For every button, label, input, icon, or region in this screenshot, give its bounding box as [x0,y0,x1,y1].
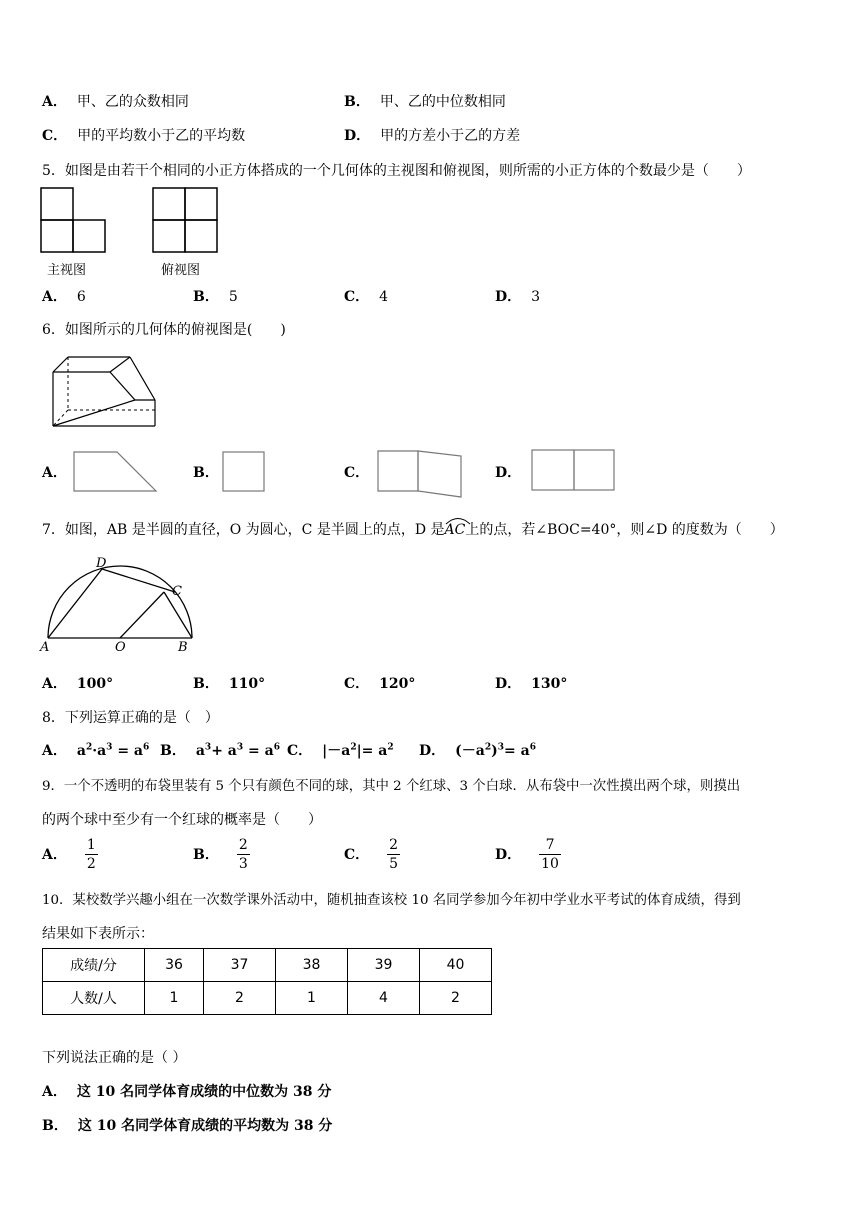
q4-option-d [344,125,520,145]
q7-option-a [42,673,113,693]
table-cell: 1 [276,982,348,1015]
q7-point-b-label: B [178,640,188,655]
q7-point-c-label: C [172,584,182,599]
q6-stem: 6．如图所示的几何体的俯视图是( ) [42,322,286,338]
q9-stem-line1: 9．一个不透明的布袋里装有 5 个只有颜色不同的球，其中 2 个红球、3 个白球．从布袋中一次性摸出两个球，则摸出 [42,779,741,794]
q4-option-c [42,125,245,145]
option-expr-pre: |－a [322,743,351,759]
option-letter: C． [344,676,370,692]
option-expr-base: a [76,743,86,759]
option-expr-exp: 6 [273,742,280,753]
option-letter: D． [495,465,522,481]
q5-top-view-figure [152,186,222,256]
q7-option-c [344,673,415,693]
q4-option-b [344,91,506,111]
option-letter: A． [42,465,67,481]
fraction-numerator: 7 [545,837,555,853]
table-row [43,982,492,1015]
option-letter: B． [160,743,186,759]
table-cell: 38 [276,949,348,982]
option-expr-exp: 3 [236,742,244,753]
option-expr-pre: (－a [455,743,485,759]
option-expr-exp: 3 [497,742,504,753]
option-expr-post: = a [504,743,530,759]
table-cell: 39 [348,949,420,982]
option-expr-exp: 2 [484,742,492,753]
fraction-denominator: 2 [86,856,96,872]
q7-point-d-label: D [96,556,107,571]
fraction [85,836,98,873]
q5-option-b [193,286,238,306]
table-cell: 2 [204,982,276,1015]
q10-question: 下列说法正确的是（ ） [42,1050,187,1066]
q10-stem-line2: 结果如下表所示： [42,926,154,942]
q9-option-b [193,836,250,873]
fraction-numerator: 2 [238,837,248,853]
q7-stem-pre: 7．如图，AB 是半圆的直径，O 为圆心，C 是半圆上的点，D 是 [42,522,445,538]
option-letter: D． [495,676,522,692]
option-text: 甲的方差小于乙的方差 [380,128,521,144]
q9-option-c [344,836,400,873]
q6-option-a-figure [72,450,160,494]
q6-option-c-figure [376,448,466,500]
option-text: 130° [531,676,568,692]
option-letter: A． [42,1084,67,1100]
q8-option-c [287,740,394,760]
option-text: 3 [531,289,541,305]
q10-option-a [42,1081,331,1101]
table-cell: 1 [145,982,204,1015]
q7-arc-text: AC [444,522,466,538]
q9-option-a [42,836,98,873]
option-expr-mid: + a [211,743,237,759]
table-row [43,949,492,982]
arc-symbol [444,515,472,525]
option-text: 6 [76,289,86,305]
q10-stem-line1: 10．某校数学兴趣小组在一次数学课外活动中，随机抽查该校 10 名同学参加今年初中学业水平考试的体育成绩，得到 [42,893,741,908]
option-expr-exp: 2 [387,742,394,753]
q5-stem: 5．如图是由若干个相同的小正方体搭成的一个几何体的主视图和俯视图，则所需的小正方体的个数最少是（ ） [42,163,751,179]
option-expr-eq: = a [248,743,274,759]
fraction-denominator: 10 [541,856,559,872]
option-letter: D． [495,289,522,305]
q10-option-b [42,1115,332,1135]
option-letter: C． [344,846,370,863]
option-letter: B． [193,676,219,692]
option-letter: D． [419,743,446,759]
option-letter: B． [344,94,370,110]
option-letter: D． [344,128,371,144]
table-cell: 36 [145,949,204,982]
q5-top-view-label: 俯视图 [161,263,201,278]
option-letter: A． [42,289,67,305]
option-letter: A． [42,846,67,863]
q5-option-d [495,286,540,306]
option-letter: B． [193,289,219,305]
option-expr-mid: |= a [356,743,388,759]
option-text: 5 [228,289,238,305]
option-expr-exp: 3 [106,742,113,753]
option-text: 110° [228,676,266,692]
option-expr-exp: 2 [85,742,93,753]
option-expr-base: a [195,743,205,759]
q8-option-d [419,740,536,760]
q7-semicircle-figure [36,552,196,658]
option-letter: B． [42,1118,68,1134]
option-expr-exp: 6 [143,742,150,753]
table-cell: 37 [204,949,276,982]
q7-point-o-label: O [115,640,126,655]
q7-arc-label [445,522,466,538]
option-text: 这 10 名同学体育成绩的平均数为 38 分 [77,1118,333,1134]
option-text: 甲、乙的中位数相同 [379,94,506,110]
q7-option-d [495,673,567,693]
table-cell: 2 [420,982,492,1015]
fraction-denominator: 5 [389,856,399,872]
option-letter: A． [42,743,67,759]
option-expr-eq: = a [117,743,143,759]
option-text: 甲的平均数小于乙的平均数 [77,128,246,144]
fraction-numerator: 2 [389,837,399,853]
q8-option-a [42,740,149,760]
option-expr-exp: 2 [350,742,357,753]
option-text: 这 10 名同学体育成绩的中位数为 38 分 [76,1084,332,1100]
option-letter: C． [344,289,370,305]
q5-front-view-label: 主视图 [47,263,87,278]
option-expr-exp: 3 [204,742,212,753]
option-text: 120° [379,676,416,692]
q7-option-b [193,673,265,693]
table-header-cell: 人数/人 [43,982,145,1015]
fraction [387,836,400,873]
q6-solid-figure [50,352,160,432]
q7-stem [42,519,784,539]
fraction [237,836,250,873]
table-cell: 40 [420,949,492,982]
option-text: 100° [76,676,114,692]
q8-stem: 8．下列运算正确的是（ ） [42,710,219,726]
q6-option-d [495,462,531,482]
option-letter: C． [344,465,370,481]
q9-stem-line2: 的两个球中至少有一个红球的概率是（ ） [42,812,322,828]
option-letter: C． [287,743,313,759]
q6-option-b-figure [221,450,267,494]
fraction-numerator: 1 [86,837,96,853]
q7-point-a-label: A [40,640,50,655]
option-expr-mid: ·a [92,743,107,759]
q8-option-b [160,740,280,760]
q9-option-d [495,836,561,873]
q4-option-a [42,91,189,111]
option-expr-mid: ) [491,743,498,759]
option-letter: A． [42,676,67,692]
q5-front-view-figure [40,186,110,256]
q7-stem-post: 上的点，若∠BOC=40°，则∠D 的度数为（ ） [465,522,784,538]
option-letter: B． [193,465,219,481]
option-text: 4 [379,289,389,305]
fraction [539,836,561,873]
q6-option-c [344,462,379,482]
option-expr-exp: 6 [529,742,536,753]
q5-option-a [42,286,86,306]
q10-score-table [42,948,492,1015]
option-letter: C． [42,128,68,144]
table-cell: 4 [348,982,420,1015]
q5-option-c [344,286,388,306]
fraction-denominator: 3 [238,856,248,872]
option-letter: D． [495,846,522,863]
table-header-cell: 成绩/分 [43,949,145,982]
option-letter: A． [42,94,67,110]
q6-option-d-figure [530,448,618,494]
option-letter: B． [193,846,219,863]
option-text: 甲、乙的众数相同 [76,94,189,110]
